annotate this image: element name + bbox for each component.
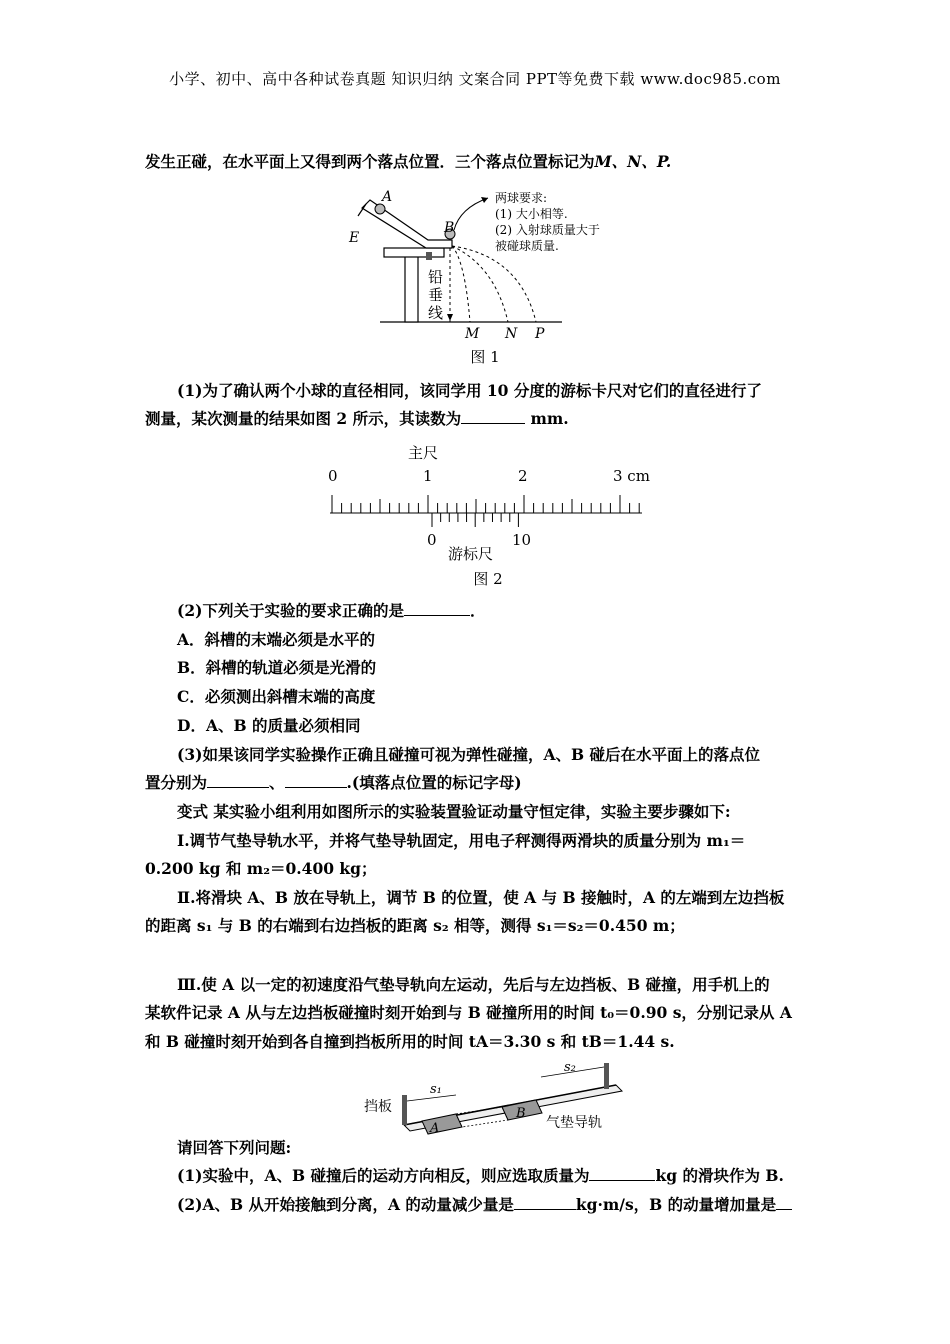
label-M: M xyxy=(465,326,480,342)
slider-B-label: B xyxy=(516,1106,526,1121)
answer-blank-mass[interactable] xyxy=(589,1166,655,1181)
variant-step1-b: 0.200 kg 和 m₂＝0.400 kg； xyxy=(145,859,377,878)
q1-line2 xyxy=(145,408,810,430)
main-tick-0: 0 xyxy=(328,467,338,485)
variant-step3-a: Ⅲ.使 A 以一定的初速度沿气垫导轨向左运动，先后与左边挡板、B 碰撞，用手机上的 xyxy=(177,975,770,994)
question-2-a: (2)A、B 从开始接触到分离，A 的动量减少量是 xyxy=(177,1195,514,1214)
main-scale-ticks xyxy=(332,495,639,513)
s1-label: s₁ xyxy=(430,1082,442,1097)
q3-sep: 、 xyxy=(269,773,285,792)
question-1-a: (1)实验中，A、B 碰撞后的运动方向相反，则应选取质量为 xyxy=(177,1166,590,1185)
main-scale-title: 主尺 xyxy=(408,444,439,462)
q2-option-d xyxy=(177,715,842,737)
q3-line1: (3)如果该同学实验操作正确且碰撞可视为弹性碰撞，A、B 碰后在水平面上的落点位 xyxy=(177,745,760,764)
q2-option-a xyxy=(177,629,842,651)
answer-blank-reading[interactable] xyxy=(461,409,525,424)
vernier-tick-0: 0 xyxy=(427,531,437,549)
intro-letters: M、N、P. xyxy=(594,152,672,171)
main-tick-1: 1 xyxy=(423,467,433,485)
question-1 xyxy=(177,1165,842,1187)
plumb-1: 铅 xyxy=(428,268,444,286)
page-header: 小学、初中、高中各种试卷真题 知识归纳 文案合同 PPT等免费下载 www.doc985.com xyxy=(169,70,781,88)
option-key: C． xyxy=(177,687,205,706)
answer-blank-q3-b[interactable] xyxy=(285,773,347,788)
figure-1-caption: 图 1 xyxy=(470,348,500,366)
vernier-scale-ticks xyxy=(432,513,518,527)
q3-line2-b: .(填落点位置的标记字母) xyxy=(346,773,522,792)
question-2-b: kg·m/s，B 的动量增加量是 xyxy=(575,1195,777,1214)
main-tick-2: 2 xyxy=(518,467,528,485)
note-3: (2) 入射球质量大于 xyxy=(495,223,600,237)
intro-line xyxy=(145,151,810,173)
option-text: 斜槽的轨道必须是光滑的 xyxy=(205,658,377,677)
note-4: 被碰球质量. xyxy=(495,239,559,253)
label-A: A xyxy=(382,189,393,205)
label-E: E xyxy=(349,230,360,246)
figure-2-vernier xyxy=(320,438,660,568)
label-N: N xyxy=(505,326,518,342)
option-key: D． xyxy=(177,716,206,735)
q2-stem-b: ． xyxy=(469,601,486,620)
rail-label: 气垫导轨 xyxy=(546,1115,602,1131)
q2-option-c xyxy=(177,686,842,708)
q1-line2-a: 测量，某次测量的结果如图 2 所示，其读数为 xyxy=(145,409,462,428)
questions-prompt: 请回答下列问题: xyxy=(177,1138,292,1157)
note-2: (1) 大小相等. xyxy=(495,207,568,221)
vernier-tick-10: 10 xyxy=(512,531,532,549)
answer-blank-momentum-a[interactable] xyxy=(514,1195,576,1210)
variant-step2-a: Ⅱ.将滑块 A、B 放在导轨上，调节 B 的位置，使 A 与 B 接触时，A 的左端到左边挡板 xyxy=(177,888,785,907)
option-text: A、B 的质量必须相同 xyxy=(205,716,361,735)
variant-step3-b: 某软件记录 A 从与左边挡板碰撞时刻开始到与 B 碰撞所用的时间 t₀＝0.90 s，分别记录从 A xyxy=(145,1003,792,1022)
intro-text: 发生正碰，在水平面上又得到两个落点位置．三个落点位置标记为 xyxy=(145,152,595,171)
plumb-2: 垂 xyxy=(428,286,444,304)
note-1: 两球要求: xyxy=(495,191,548,205)
q3-line2 xyxy=(145,772,810,794)
answer-blank-q3-a[interactable] xyxy=(207,773,269,788)
variant-step3-c: 和 B 碰撞时刻开始到各自撞到挡板所用的时间 tA＝3.30 s 和 tB＝1.44 s. xyxy=(145,1032,675,1051)
figure-1-apparatus xyxy=(340,186,670,346)
q1-line2-b: mm. xyxy=(530,409,569,428)
question-1-b: kg 的滑块作为 B. xyxy=(655,1166,784,1185)
main-tick-3: 3 cm xyxy=(613,467,650,485)
slider-A-label: A xyxy=(430,1121,440,1135)
label-B: B xyxy=(444,220,455,236)
variant-step2-b: 的距离 s₁ 与 B 的右端到右边挡板的距离 s₂ 相等，测得 s₁＝s₂＝0.450 m； xyxy=(145,916,685,935)
option-key: A． xyxy=(177,630,205,649)
baffle-label: 挡板 xyxy=(364,1099,392,1115)
option-text: 斜槽的末端必须是水平的 xyxy=(204,630,376,649)
variant-step1-a: Ⅰ.调节气垫导轨水平，并将气垫导轨固定，用电子秤测得两滑块的质量分别为 m₁＝ xyxy=(177,831,746,850)
label-P: P xyxy=(535,326,545,342)
vernier-label: 游标尺 xyxy=(448,545,494,563)
q2-stem xyxy=(177,600,842,622)
s2-label: s₂ xyxy=(564,1060,576,1075)
answer-blank-q2[interactable] xyxy=(404,601,470,616)
q3-line2-a: 置分别为 xyxy=(145,773,208,792)
q2-stem-a: (2)下列关于实验的要求正确的是 xyxy=(177,601,404,620)
figure-3-air-track xyxy=(364,1055,634,1135)
q1-line1: (1)为了确认两个小球的直径相同，该同学用 10 分度的游标卡尺对它们的直径进行了 xyxy=(177,381,762,400)
question-2 xyxy=(177,1194,842,1216)
variant-intro: 变式 某实验小组利用如图所示的实验装置验证动量守恒定律，实验主要步骤如下: xyxy=(177,802,731,821)
option-text: 必须测出斜槽末端的高度 xyxy=(204,687,376,706)
q2-option-b xyxy=(177,657,842,679)
plumb-3: 线 xyxy=(428,304,444,322)
answer-blank-momentum-b[interactable] xyxy=(776,1195,792,1210)
option-key: B． xyxy=(177,658,206,677)
figure-2-caption: 图 2 xyxy=(473,570,503,588)
